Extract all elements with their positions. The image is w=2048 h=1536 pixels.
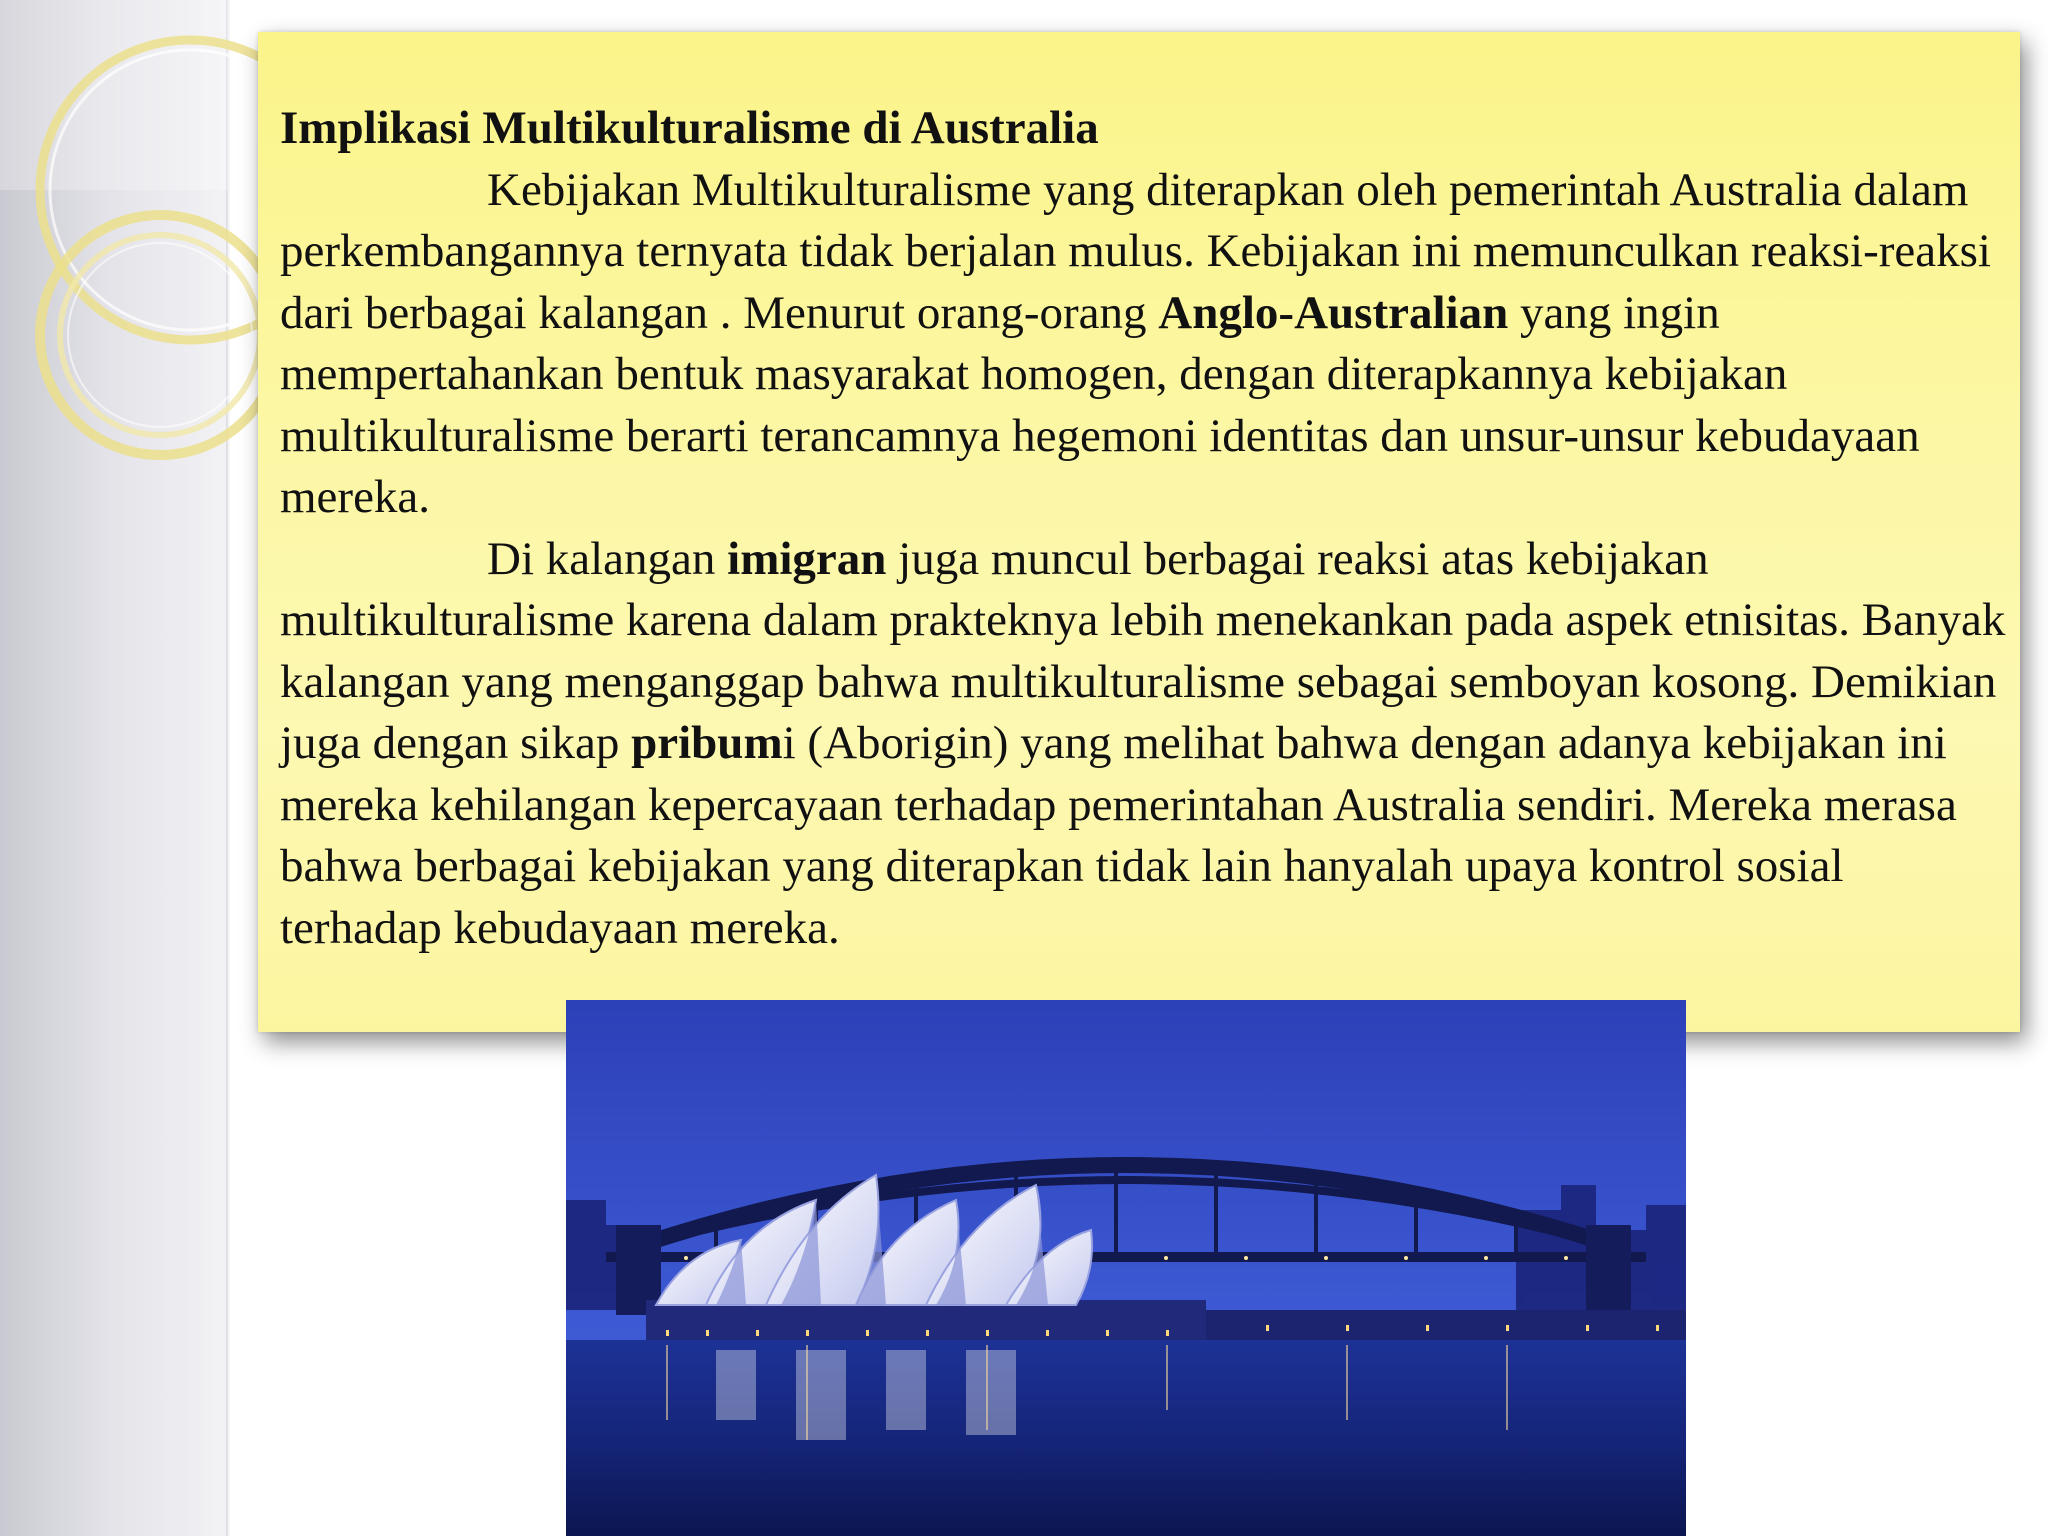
paragraph-imigran — [280, 529, 2010, 960]
decorative-rings — [0, 0, 300, 520]
paragraph-anglo-australian — [280, 160, 2010, 529]
paragraph-2-text-c: i (Aborigin) yang melihat bahwa dengan adanya kebijakan ini mereka kehilangan kepercayaan terhadap pemerintahan Australia sendiri. Mereka merasa bahwa berbagai kebijakan yang diterapkan tidak lain hanyalah upaya kontrol sosial terhadap kebudayaan mereka. — [280, 717, 1957, 954]
paragraph-1-text-a: Kebijakan Multikulturalisme yang diterapkan oleh pemerintah Australia dalam perkembangannya ternyata tidak berjalan mulus. Kebijakan ini memunculkan reaksi-reaksi dari berbagai kalangan . Menurut orang-orang — [280, 163, 1991, 339]
text-box — [258, 32, 2020, 1032]
term-pribumi: pribum — [631, 717, 783, 769]
term-anglo-australian: Anglo-Australian — [1158, 286, 1509, 339]
slide-title: Implikasi Multikulturalisme di Australia — [280, 102, 1099, 154]
slide-body — [280, 98, 2010, 959]
paragraph-1-text-b: yang ingin mempertahankan bentuk masyarakat homogen, dengan diterapkannya kebijakan multikulturalisme berarti terancamnya hegemoni identitas dan unsur-unsur kebudayaan mereka. — [280, 286, 1920, 523]
sydney-opera-house-photo — [566, 1000, 1686, 1536]
paragraph-2-text-a: Di kalangan — [487, 532, 728, 585]
term-imigran: imigran — [727, 532, 887, 585]
paragraph-2-text-b: juga muncul berbagai reaksi atas kebijakan multikulturalisme karena dalam prakteknya lebih menekankan pada aspek etnisitas. Banyak kalangan yang menganggap bahwa multikulturalisme sebagai semboyan kosong. Demikian juga dengan sikap — [280, 532, 2006, 769]
